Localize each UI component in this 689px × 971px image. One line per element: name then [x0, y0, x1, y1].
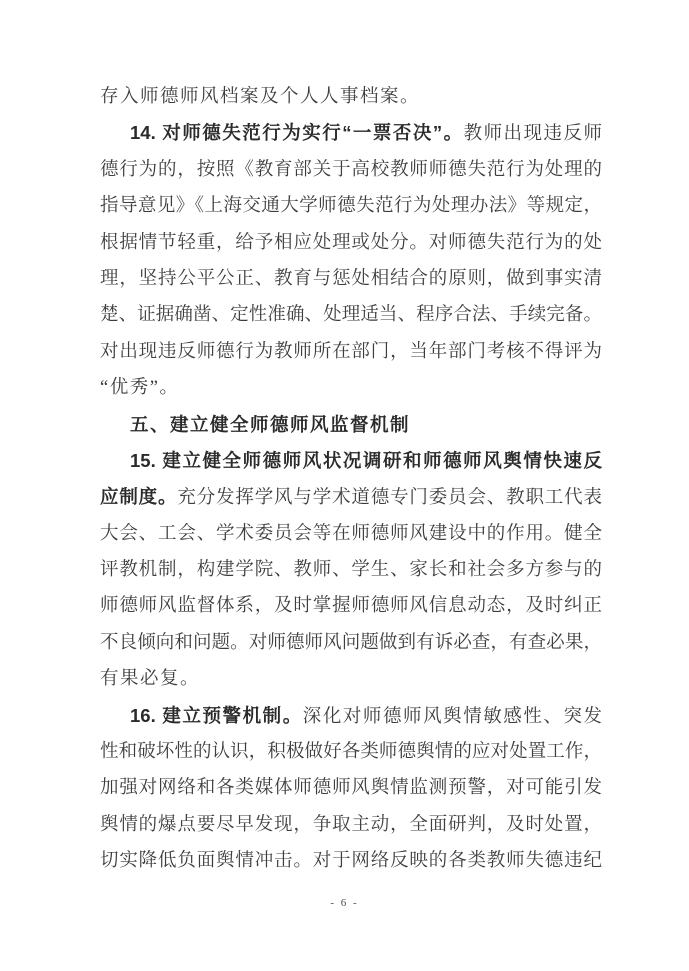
text-segment: “优秀”。	[100, 378, 180, 399]
document-body	[100, 79, 602, 880]
text-line	[100, 698, 602, 734]
text-segment: 充分发挥学风与学术道德专门委员会、教职工代表	[177, 488, 602, 509]
text-line	[100, 261, 602, 297]
text-line	[100, 479, 602, 515]
text-segment: 师德师风监督体系，及时掌握师德师风信息动态，及时纠正	[100, 596, 602, 617]
text-line	[100, 115, 602, 151]
text-segment: 理，坚持公平公正、教育与惩处相结合的原则，做到事实清	[100, 268, 602, 289]
text-line	[100, 588, 602, 624]
text-segment: 存入师德师风档案及个人人事档案。	[100, 87, 421, 107]
text-line	[100, 297, 602, 333]
text-line	[100, 516, 602, 552]
bold-text-segment: 14. 对师德失范行为实行“一票否决”。	[130, 122, 464, 144]
text-line	[100, 734, 602, 770]
text-segment: 评教机制，构建学院、教师、学生、家长和社会多方参与的	[100, 560, 602, 581]
text-line	[100, 79, 602, 115]
text-line	[100, 334, 602, 370]
text-segment: 对出现违反师德行为教师所在部门，当年部门考核不得评为	[100, 341, 602, 362]
text-line	[100, 807, 602, 843]
text-line	[100, 370, 602, 406]
text-line	[100, 152, 602, 188]
text-line	[100, 443, 602, 479]
bold-text-segment: 16. 建立预警机制。	[130, 704, 303, 726]
text-segment: 有果必复。	[100, 669, 201, 690]
text-segment: 切实降低负面舆情冲击。对于网络反映的各类教师失德违纪	[100, 851, 602, 872]
text-segment: 楚、证据确凿、定性准确、处理适当、程序合法、手续完备。	[100, 305, 602, 326]
text-line	[100, 661, 602, 697]
page-number: - 6 -	[330, 897, 359, 909]
text-segment: 深化对师德师风舆情敏感性、突发	[302, 706, 602, 727]
text-segment: 舆情的爆点要尽早发现，争取主动，全面研判，及时处置，	[100, 814, 602, 835]
text-line	[100, 625, 602, 661]
text-segment: 根据情节轻重，给予相应处理或处分。对师德失范行为的处	[100, 232, 602, 253]
text-segment: 性和破坏性的认识，积极做好各类师德舆情的应对处置工作，	[100, 742, 602, 763]
text-line	[100, 407, 602, 443]
text-segment: 不良倾向和问题。对师德师风问题做到有诉必查，有查必果，	[100, 632, 602, 653]
text-line	[100, 188, 602, 224]
text-segment: 教师出现违反师	[463, 124, 602, 145]
text-segment: 大会、工会、学术委员会等在师德师风建设中的作用。健全	[100, 523, 602, 544]
text-segment: 指导意见》《上海交通大学师德失范行为处理办法》等规定，	[100, 196, 602, 217]
text-line	[100, 843, 602, 879]
bold-text-segment: 15. 建立健全师德师风状况调研和师德师风舆情快速反	[130, 449, 602, 471]
text-line	[100, 552, 602, 588]
text-line	[100, 770, 602, 806]
text-segment: 加强对网络和各类媒体师德师风舆情监测预警，对可能引发	[100, 778, 602, 799]
bold-text-segment: 五、建立健全师德师风监督机制	[130, 413, 411, 435]
text-line	[100, 225, 602, 261]
bold-text-segment: 应制度。	[100, 486, 178, 508]
text-segment: 德行为的，按照《教育部关于高校教师师德失范行为处理的	[100, 159, 602, 180]
